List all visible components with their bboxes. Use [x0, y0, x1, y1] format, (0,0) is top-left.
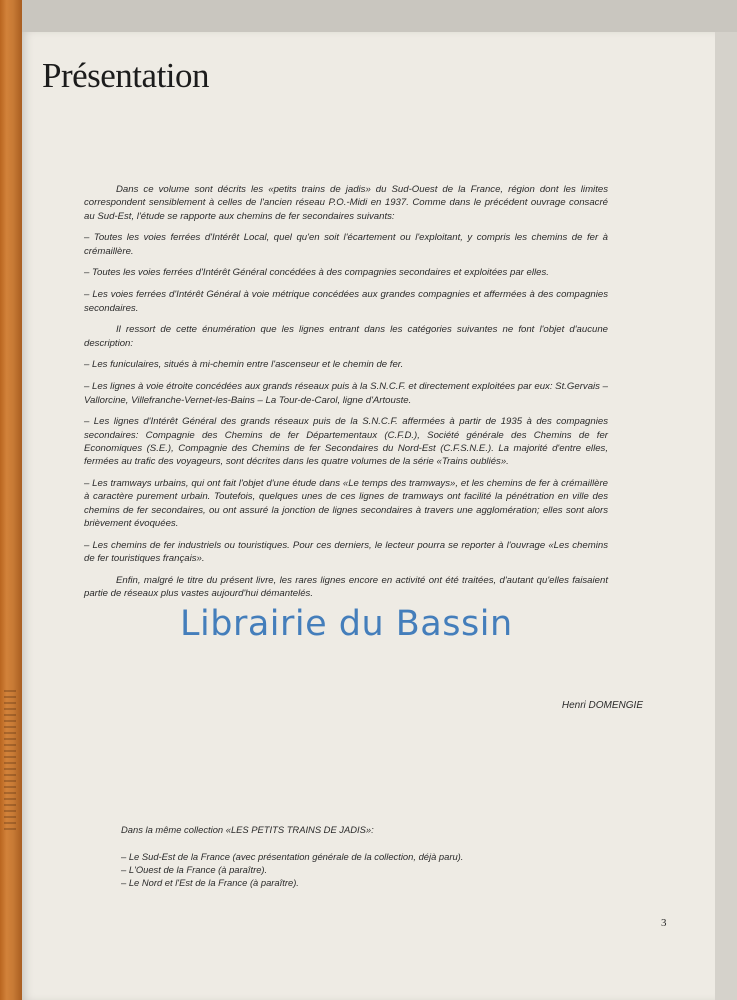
paragraph: – Les lignes d'Intérêt Général des grands réseaux puis de la S.N.C.F. affermées à partir de 1935 à des compagnies secondaires: Compagnie des Chemins de fer Départementaux (C.F.D.), Société générale des Chemins de fer Economiques (S.E.), Compagnie des Chemins de fer Secondaires du Nord-Est (C.F.S.N.E.). La majorité d'entre elles, fermées au trafic des voyageurs, sont décrites dans les quatre volumes de la série «Trains oubliés». — [84, 416, 608, 468]
paragraph: – Les voies ferrées d'Intérêt Général à voie métrique concédées aux grandes compagnies et affermées à des compagnies secondaires. — [84, 289, 608, 314]
book-spine — [0, 0, 22, 1000]
collection-note — [121, 823, 581, 889]
page-edge — [715, 32, 737, 1000]
list-item: – Le Nord et l'Est de la France (à paraître). — [121, 877, 299, 888]
author-signature: Henri DOMENGIE — [561, 700, 643, 711]
watermark-text: Librairie du Bassin — [180, 604, 513, 644]
page-number: 3 — [661, 917, 667, 929]
spine-printed-text — [4, 690, 16, 830]
paragraph: – Toutes les voies ferrées d'Intérêt Général concédées à des compagnies secondaires et exploitées par elles. — [84, 267, 549, 279]
paragraph: – Toutes les voies ferrées d'Intérêt Local, quel qu'en soit l'écartement ou l'exploitant, y compris les chemins de fer à crémaillère. — [84, 232, 608, 257]
paragraph: Dans ce volume sont décrits les «petits trains de jadis» du Sud-Ouest de la France, région dont les limites correspondent sensiblement à celles de l'ancien réseau P.O.-Midi en 1937. Comme dans le précédent ouvrage consacré au Sud-Est, l'étude se rapporte aux chemins de fer secondaires suivants: — [84, 184, 608, 222]
paragraph: Enfin, malgré le titre du présent livre, les rares lignes encore en activité ont été traitées, d'autant qu'elles faisaient partie de réseaux plus vastes aujourd'hui démantelés. — [84, 574, 608, 600]
collection-title: Dans la même collection «LES PETITS TRAINS DE JADIS»: — [121, 824, 374, 835]
list-item: – Le Sud-Est de la France (avec présentation générale de la collection, déjà paru). — [121, 851, 464, 862]
paragraph: – Les tramways urbains, qui ont fait l'objet d'une étude dans «Le temps des tramways», et les chemins de fer à crémaillère à caractère purement urbain. Toutefois, quelques unes de ces lignes de tramways ont facilité la pénétration en ville des chemins de fer secondaires, ou ont assuré la jonction de lignes secondaires à travers une agglomération; elles sont alors brièvement évoquées. — [84, 478, 608, 529]
list-item: – L'Ouest de la France (à paraître). — [121, 864, 268, 875]
collection-list — [121, 850, 581, 889]
page-title: Présentation — [42, 56, 210, 95]
paragraph: – Les funiculaires, situés à mi-chemin entre l'ascenseur et le chemin de fer. — [84, 359, 404, 371]
presentation-body — [84, 183, 608, 609]
paragraph: Il ressort de cette énumération que les lignes entrant dans les catégories suivantes ne font l'objet d'aucune description: — [84, 324, 608, 349]
paragraph: – Les chemins de fer industriels ou touristiques. Pour ces derniers, le lecteur pourra se reporter à l'ouvrage «Les chemins de fer touristiques français». — [84, 539, 608, 565]
paragraph: – Les lignes à voie étroite concédées aux grands réseaux puis à la S.N.C.F. et directement exploitées par eux: St.Gervais – Vallorcine, Villefranche-Vernet-les-Bains – La Tour-de-Carol, ligne d'Artouste. — [84, 381, 608, 406]
